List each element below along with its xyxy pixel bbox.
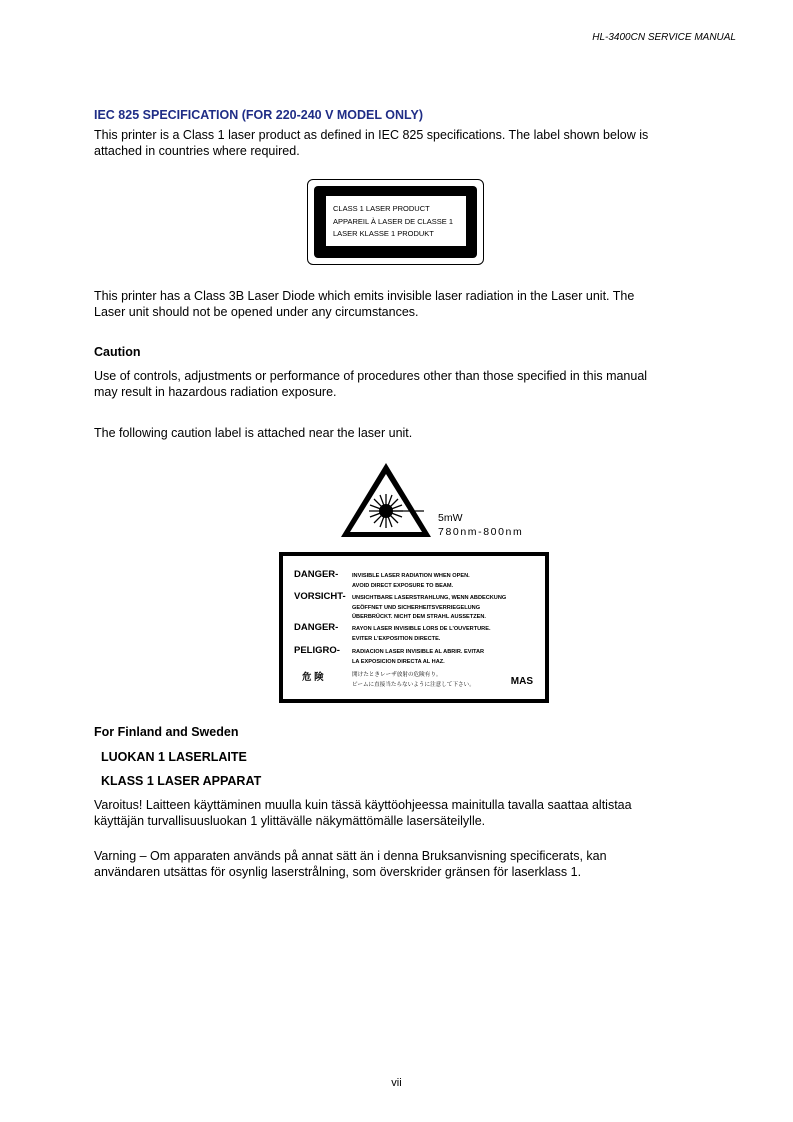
danger-word: 危 険 — [302, 672, 324, 683]
laser-warning-triangle-icon — [340, 462, 432, 538]
danger-text-line: RAYON LASER INVISIBLE LORS DE L'OUVERTURE. — [352, 626, 491, 632]
running-header: HL-3400CN SERVICE MANUAL — [592, 32, 736, 43]
danger-caution-label — [279, 552, 549, 703]
manufacturer-mark: MAS — [510, 676, 533, 687]
finnish-line-2: käyttäjän turvallisuusluokan 1 ylittävälle näkymättömälle lasersäteilylle. — [94, 814, 486, 828]
danger-word: PELIGRO- — [294, 645, 340, 656]
finnish-warning — [94, 797, 734, 829]
laser-wavelength: 780nm-800nm — [438, 526, 524, 538]
class1-swedish: KLASS 1 LASER APPARAT — [101, 774, 262, 788]
danger-word: DANGER- — [294, 622, 339, 633]
danger-word: DANGER- — [294, 569, 339, 580]
diode-line-1: This printer has a Class 3B Laser Diode which emits invisible laser radiation in the Laser unit. The — [94, 289, 635, 303]
class1-label-text — [326, 196, 466, 246]
diode-paragraph — [94, 288, 714, 320]
caution-line-2: may result in hazardous radiation exposure. — [94, 385, 337, 399]
danger-word: VORSICHT- — [294, 591, 346, 602]
danger-text-line: RADIACION LASER INVISIBLE AL ABRIR. EVITAR — [352, 649, 485, 655]
danger-text-line: EVITER L'EXPOSITION DIRECTE. — [352, 635, 441, 642]
swedish-line-1: Varning – Om apparaten används på annat sätt än i denna Bruksanvisning specificerats, kan — [94, 849, 607, 863]
class1-label-line-en: CLASS 1 LASER PRODUCT — [333, 204, 430, 213]
danger-text-line: 開けたときレーザ放射の危険有り。 — [352, 672, 442, 678]
danger-text — [352, 594, 506, 623]
class1-label-line-de: LASER KLASSE 1 PRODUKT — [333, 229, 434, 238]
section-title: IEC 825 SPECIFICATION (FOR 220-240 V MODEL ONLY) — [94, 108, 424, 122]
class1-finnish: LUOKAN 1 LASERLAITE — [101, 750, 247, 764]
danger-text — [352, 572, 470, 591]
danger-text — [352, 648, 484, 667]
caution-label-note: The following caution label is attached near the laser unit. — [94, 426, 413, 440]
caution-line-1: Use of controls, adjustments or performance of procedures other than those specified in this manual — [94, 369, 648, 383]
intro-paragraph — [94, 127, 714, 159]
page-number: vii — [391, 1077, 402, 1089]
caution-heading: Caution — [94, 345, 141, 359]
diode-line-2: Laser unit should not be opened under any circumstances. — [94, 305, 419, 319]
swedish-line-2: användaren utsättas för osynlig laserstrålning, som överskrider gränsen för laserklass 1. — [94, 865, 582, 879]
swedish-warning — [94, 848, 734, 880]
finnish-line-1: Varoitus! Laitteen käyttäminen muulla kuin tässä käyttöohjeessa mainitulla tavalla saattaa altistaa — [94, 798, 632, 812]
caution-paragraph — [94, 368, 714, 400]
laser-power: 5mW — [438, 512, 463, 524]
class1-label-line-fr: APPAREIL À LASER DE CLASSE 1 — [333, 216, 454, 226]
danger-text-line: AVOID DIRECT EXPOSURE TO BEAM. — [352, 582, 454, 589]
danger-text — [352, 671, 475, 690]
intro-line-2: attached in countries where required. — [94, 144, 300, 158]
class1-laser-label — [307, 179, 484, 265]
intro-line-1: This printer is a Class 1 laser product as defined in IEC 825 specifications. The label shown below is — [94, 128, 649, 142]
danger-text-line: INVISIBLE LASER RADIATION WHEN OPEN. — [352, 573, 470, 579]
danger-text-line: UNSICHTBARE LASERSTRAHLUNG, WENN ABDECKUNG — [352, 595, 507, 601]
finland-sweden-heading: For Finland and Sweden — [94, 725, 239, 739]
danger-text — [352, 625, 491, 644]
danger-text-line: LA EXPOSICION DIRECTA AL HAZ. — [352, 658, 445, 665]
danger-text-line: ÜBERBRÜCKT. NICHT DEM STRAHL AUSSETZEN. — [352, 614, 486, 620]
danger-text-line: GEÖFFNET UND SICHERHEITSVERRIEGELUNG — [352, 604, 481, 611]
danger-text-line: ビームに直接当たらないように注意して下さい。 — [352, 681, 475, 688]
